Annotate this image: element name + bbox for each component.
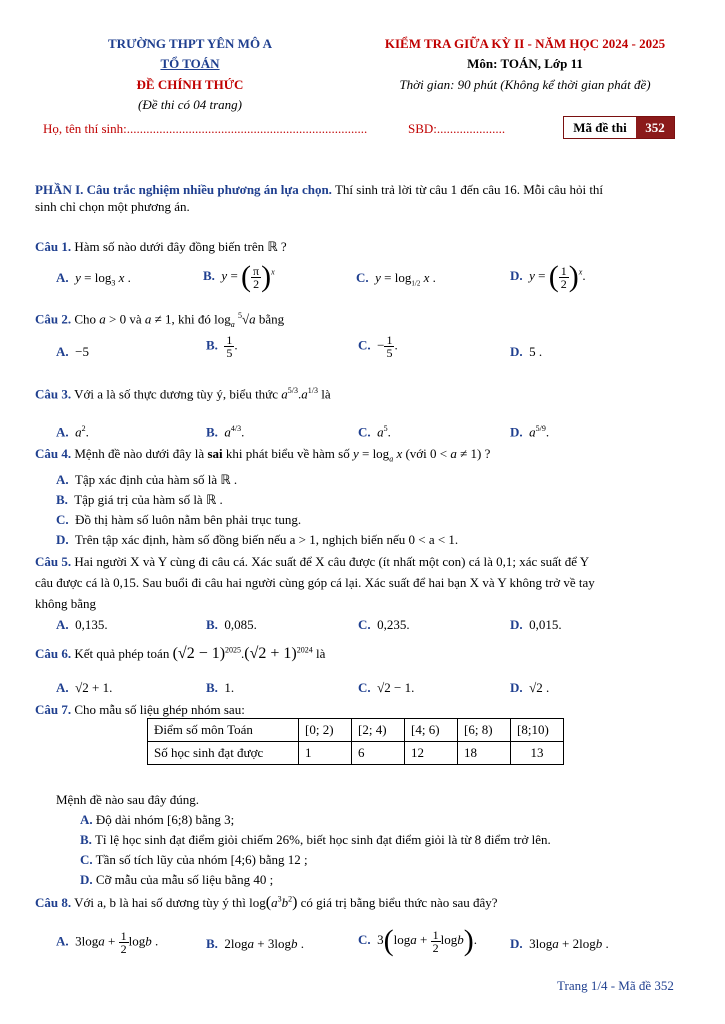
q5-text: Hai người X và Y cùng đi câu cá. Xác suất để X câu được (ít nhất một con) cá là 0,1; xác suất để Y — [74, 554, 590, 569]
q3-option-b[interactable]: B. $a^{4/3}$. — [206, 424, 245, 440]
q2-label: Câu 2. — [35, 311, 72, 327]
q7-prompt: Mệnh đề nào sau đây đúng. — [56, 792, 199, 807]
section1-title: PHẦN I. Câu trắc nghiệm nhiều phương án lựa chọn. — [35, 182, 332, 197]
q6-option-b[interactable] — [206, 680, 234, 696]
option-letter: A. — [56, 472, 69, 487]
option-letter: D. — [56, 532, 69, 547]
q1-option-c[interactable]: C. $y = \log_{1/2} x$ . — [356, 270, 436, 288]
q5-line1 — [35, 554, 589, 570]
q6-option-a[interactable] — [56, 680, 112, 696]
q4-label: Câu 4. — [35, 446, 72, 461]
option-letter: B. — [206, 936, 218, 951]
option-letter: D. — [510, 424, 523, 440]
table-cell: 18 — [458, 742, 511, 765]
q1-option-b[interactable]: B. y = ( $\frac{\pi}{2}$ )$^x$ — [203, 260, 275, 293]
option-letter: C. — [56, 512, 69, 527]
q2-text: Cho — [74, 311, 97, 327]
section1-desc2: sinh chỉ chọn một phương án. — [35, 199, 190, 214]
option-letter: C. — [358, 680, 371, 695]
subject: Môn: TOÁN, Lớp 11 — [467, 56, 583, 71]
official-label: ĐỀ CHÍNH THỨC — [136, 77, 244, 92]
option-text: 0,085. — [224, 617, 257, 632]
option-text: 0,015. — [529, 617, 562, 632]
q5-option-d[interactable] — [510, 617, 562, 633]
option-letter: C. — [80, 852, 93, 867]
table-cell: 1 — [299, 742, 352, 765]
q5-line2: câu được cá là 0,15. Sau buổi đi câu hai người cùng góp cá lại. Xác suất để hai bạn X và Y không trở về tay — [35, 575, 595, 590]
department: TỔ TOÁN — [160, 56, 220, 71]
option-letter: D. — [510, 344, 523, 359]
option-text: Đồ thị hàm số luôn nằm bên phải trục tung. — [75, 512, 302, 527]
option-text: Tập giá trị của hàm số là ℝ . — [74, 492, 223, 507]
option-text: √2 − 1. — [377, 680, 415, 695]
option-text: √2 + 1. — [75, 680, 113, 695]
exam-title: KIỂM TRA GIỮA KỲ II - NĂM HỌC 2024 - 2025 — [384, 36, 666, 51]
option-text: Tập xác định của hàm số là ℝ . — [74, 472, 238, 487]
q7-option-d[interactable] — [80, 872, 273, 888]
q3-option-c[interactable]: C. $a^5$. — [358, 424, 391, 440]
option-letter: D. — [510, 936, 523, 951]
q7-data-table — [147, 718, 564, 765]
q7-text: Cho mẫu số liệu ghép nhóm sau: — [74, 702, 245, 717]
q1-option-d[interactable]: D. y = ( $\frac{1}{2}$ )$^x$. — [510, 260, 586, 293]
q7-option-c[interactable] — [80, 852, 308, 868]
table-cell: 13 — [511, 742, 564, 765]
option-letter: D. — [510, 680, 523, 695]
option-letter: B. — [56, 492, 68, 507]
option-letter: B. — [206, 424, 218, 440]
option-text: 1. — [224, 680, 235, 695]
option-letter: A. — [56, 680, 69, 695]
q4-text: Mệnh đề nào dưới đây là — [74, 446, 208, 461]
section1-line1 — [35, 182, 603, 198]
option-letter: A. — [56, 344, 69, 359]
option-letter: B. — [203, 267, 215, 283]
option-text: 0,135. — [75, 617, 108, 632]
option-text: 0,235. — [377, 617, 410, 632]
q8-option-c[interactable]: C. 3(loga + $\frac{1}{2}$ logb). — [358, 924, 477, 957]
q7-option-a[interactable] — [80, 812, 234, 828]
option-text: Tỉ lệ học sinh đạt điểm giỏi chiếm 26%, biết học sinh đạt điểm giỏi là từ 8 điểm trở lên. — [94, 832, 551, 847]
option-letter: D. — [80, 872, 93, 887]
option-letter: C. — [358, 931, 371, 947]
q5-line3: không bằng — [35, 596, 97, 611]
school-name: TRƯỜNG THPT YÊN MÔ A — [108, 36, 272, 51]
candidate-name-line: Họ, tên thí sinh:.......................................................................... — [43, 121, 368, 136]
table-row — [148, 742, 564, 765]
q2-option-b[interactable]: B. $\frac{1}{5}$ . — [206, 333, 238, 360]
q4-text-2: khi phát biểu về hàm số — [222, 446, 350, 461]
exam-time: Thời gian: 90 phút (Không kể thời gian phát đề) — [399, 77, 651, 92]
q8-label: Câu 8. — [35, 895, 72, 910]
table-cell: [0; 2) — [299, 719, 352, 742]
table-cell: Số học sinh đạt được — [148, 742, 299, 765]
option-letter: A. — [80, 812, 93, 827]
page-footer: Trang 1/4 - Mã đề 352 — [557, 978, 674, 993]
q2-option-a[interactable]: A. −5 — [56, 344, 89, 359]
q3-option-d[interactable]: D. $a^{5/9}$. — [510, 424, 550, 440]
option-letter: C. — [358, 337, 371, 353]
q4-option-b[interactable] — [56, 492, 223, 508]
option-text: Trên tập xác định, hàm số đồng biến nếu a > 1, nghịch biến nếu 0 < a < 1. — [74, 532, 459, 547]
q1-label: Câu 1. — [35, 239, 72, 254]
option-text: Cỡ mẫu của mẫu số liệu bằng 40 ; — [95, 872, 274, 887]
q8-stem: Câu 8. Với a, b là hai số dương tùy ý thì $\log(a^3b^2)$ có giá trị bằng biểu thức nào sau đây? — [35, 894, 498, 911]
q8-option-b[interactable]: B. 2loga + 3logb . — [206, 936, 304, 951]
q5-option-b[interactable] — [206, 617, 257, 633]
q4-option-d[interactable] — [56, 532, 458, 548]
q8-option-d[interactable]: D. 3loga + 2logb . — [510, 936, 609, 951]
q7-stem — [35, 702, 245, 718]
pages-note: (Đề thi có 04 trang) — [138, 97, 242, 112]
q6-text: Kết quả phép toán — [74, 646, 170, 661]
q7-option-b[interactable] — [80, 832, 551, 848]
table-cell: 6 — [352, 742, 405, 765]
q3-option-a[interactable]: A. $a^2$. — [56, 424, 89, 440]
q7-label: Câu 7. — [35, 702, 72, 717]
option-letter: C. — [358, 617, 371, 632]
q6-option-c[interactable] — [358, 680, 414, 696]
option-letter: B. — [80, 832, 92, 847]
q8-text: Với a, b là hai số dương tùy ý thì — [74, 895, 246, 910]
option-letter: A. — [56, 933, 69, 949]
q2-stem: Câu 2. Cho a > 0 và a ≠ 1, khi đó $\log_a ^5√a$ bằng — [35, 311, 285, 329]
q3-text: Với a là số thực dương tùy ý, biểu thức — [74, 386, 278, 402]
option-letter: C. — [356, 270, 369, 285]
option-letter: A. — [56, 424, 69, 440]
q1-option-a[interactable]: A. $y = \log_3 x$ . — [56, 270, 131, 288]
q4-option-a[interactable] — [56, 472, 237, 488]
q8-option-a[interactable]: A. 3loga + $\frac{1}{2}$ logb . — [56, 929, 159, 956]
q6-label: Câu 6. — [35, 646, 72, 661]
section1-desc: Thí sinh trả lời từ câu 1 đến câu 16. Mỗi câu hỏi thí — [331, 182, 604, 197]
q1-stem — [35, 239, 287, 255]
q4-stem: Câu 4. Mệnh đề nào dưới đây là sai khi phát biểu về hàm số $y = \log_a x$ (với 0 < a ≠ 1) ? — [35, 446, 491, 464]
q6-tail: là — [316, 646, 326, 661]
q6-option-d[interactable] — [510, 680, 549, 696]
q3-label: Câu 3. — [35, 386, 72, 402]
q5-option-c[interactable] — [358, 617, 410, 633]
option-letter: B. — [206, 617, 218, 632]
option-letter: A. — [56, 617, 69, 632]
table-cell: [4; 6) — [405, 719, 458, 742]
q2-option-d[interactable]: D. 5 . — [510, 344, 543, 359]
q2-option-c[interactable]: C. − $\frac{1}{5}$ . — [358, 333, 398, 360]
table-cell: Điểm số môn Toán — [148, 719, 299, 742]
option-letter: C. — [358, 424, 371, 440]
option-text: √2 . — [529, 680, 550, 695]
q5-option-a[interactable] — [56, 617, 108, 633]
exam-code-value: 352 — [636, 117, 674, 138]
q1-text: Hàm số nào dưới đây đồng biến trên ℝ ? — [74, 239, 287, 254]
option-letter: D. — [510, 267, 523, 283]
table-cell: [8;10) — [511, 719, 564, 742]
q8-text-2: có giá trị bằng biểu thức nào sau đây? — [300, 895, 498, 910]
exam-code-label: Mã đề thi — [573, 120, 627, 135]
option-letter: D. — [510, 617, 523, 632]
option-text: Độ dài nhóm [6;8) bằng 3; — [95, 812, 235, 827]
option-letter: A. — [56, 270, 69, 285]
table-cell: [2; 4) — [352, 719, 405, 742]
exam-code-box — [563, 116, 675, 139]
table-cell: 12 — [405, 742, 458, 765]
q6-stem: Câu 6. Kết quả phép toán $(√2 - 1)^{2025}.(√2 + 1)^{2024}$ là — [35, 645, 326, 662]
table-cell: [6; 8) — [458, 719, 511, 742]
q5-label: Câu 5. — [35, 554, 72, 569]
q4-emphasis: sai — [207, 446, 223, 461]
table-row — [148, 719, 564, 742]
sbd-line: SBD:..................... — [408, 121, 506, 136]
option-letter: B. — [206, 680, 218, 695]
option-text: Tần số tích lũy của nhóm [4;6) bằng 12 ; — [95, 852, 308, 867]
q3-stem: Câu 3. Với a là số thực dương tùy ý, biểu thức $a^{5/3}.a^{1/3}$ là — [35, 386, 331, 402]
q4-option-c[interactable] — [56, 512, 301, 528]
option-letter: B. — [206, 337, 218, 353]
